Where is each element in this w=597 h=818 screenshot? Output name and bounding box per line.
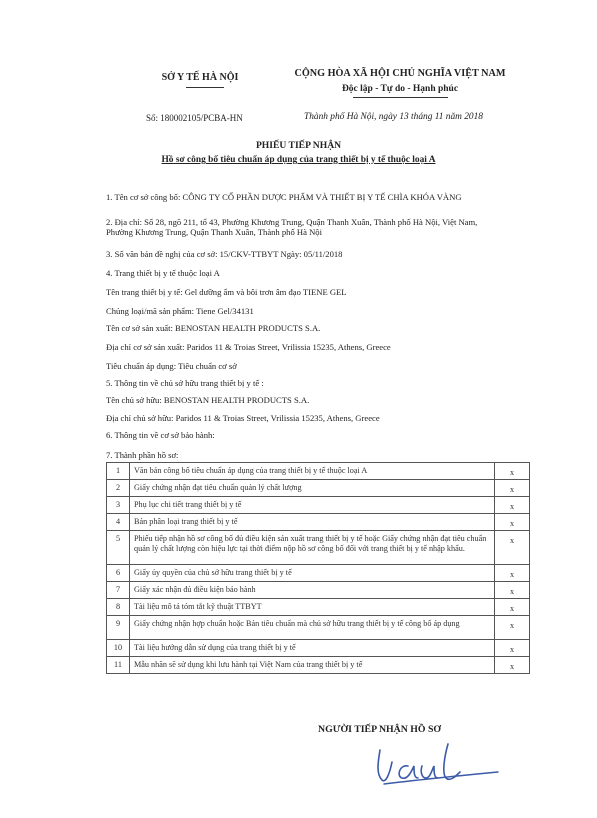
- table-row: [107, 514, 530, 531]
- table-row: [107, 565, 530, 582]
- item-description: Tài liệu mô tả tóm tắt kỹ thuật TTBYT: [130, 599, 495, 616]
- item-number: 6: [107, 565, 130, 582]
- field-standard: Tiêu chuẩn áp dụng: Tiêu chuẩn cơ sở: [106, 361, 237, 371]
- document-subtitle: Hồ sơ công bố tiêu chuẩn áp dụng của trang thiết bị y tế thuộc loại A: [161, 155, 436, 165]
- item-check-mark: x: [495, 514, 530, 531]
- field-owner-header: 5. Thông tin về chủ sở hữu trang thiết bị y tế :: [106, 378, 264, 388]
- department-underline: [186, 87, 224, 88]
- national-motto: Độc lập - Tự do - Hạnh phúc: [341, 84, 459, 94]
- item-number: 4: [107, 514, 130, 531]
- dossier-table: [106, 462, 530, 674]
- field-dossier-header: 7. Thành phần hồ sơ:: [106, 450, 179, 460]
- document-title: PHIẾU TIẾP NHẬN: [255, 140, 342, 151]
- field-product-code: Chủng loại/mã sản phẩm: Tiene Gel/34131: [106, 306, 254, 316]
- document-number: Số: 180002105/PCBA-HN: [146, 113, 243, 123]
- item-description: Phiếu tiếp nhận hồ sơ công bố đủ điều kiện sản xuất trang thiết bị y tế hoặc Giấy chứng nhận đạt tiêu chuẩn quản lý chất lượng còn hiệu lực tại thời điểm nộp hồ sơ công bố đối với trang thiết bị y tế nhập khẩu.: [130, 531, 495, 565]
- item-check-mark: x: [495, 565, 530, 582]
- item-check-mark: x: [495, 599, 530, 616]
- field-request-doc: 3. Số văn bản đề nghị của cơ sở: 15/CKV-TTBYT Ngày: 05/11/2018: [106, 249, 343, 259]
- item-check-mark: x: [495, 616, 530, 640]
- field-device-class: 4. Trang thiết bị y tế thuộc loại A: [106, 268, 220, 278]
- item-description: Văn bản công bố tiêu chuẩn áp dụng của trang thiết bị y tế thuộc loại A: [130, 463, 495, 480]
- item-description: Giấy ủy quyền của chủ sở hữu trang thiết bị y tế: [130, 565, 495, 582]
- table-row: [107, 480, 530, 497]
- item-number: 8: [107, 599, 130, 616]
- field-address: 2. Địa chỉ: Số 28, ngõ 211, tổ 43, Phường Khương Trung, Quận Thanh Xuân, Thành phố Hà Nội, Việt Nam, Phường Khương Trung, Quận Thanh Xuân, Thành phố Hà Nội: [106, 217, 478, 237]
- table-row: [107, 582, 530, 599]
- item-number: 2: [107, 480, 130, 497]
- item-description: Bản phân loại trang thiết bị y tế: [130, 514, 495, 531]
- motto-underline: [353, 97, 448, 98]
- item-check-mark: x: [495, 657, 530, 674]
- item-number: 5: [107, 531, 130, 565]
- item-check-mark: x: [495, 531, 530, 565]
- receiver-label: NGƯỜI TIẾP NHẬN HỒ SƠ: [318, 724, 442, 735]
- field-warranty: 6. Thông tin về cơ sở bảo hành:: [106, 430, 215, 440]
- item-number: 10: [107, 640, 130, 657]
- item-description: Tài liệu hướng dẫn sử dụng của trang thiết bị y tế: [130, 640, 495, 657]
- item-description: Giấy xác nhận đủ điều kiện bảo hành: [130, 582, 495, 599]
- table-row: [107, 599, 530, 616]
- department-name: SỞ Y TẾ HÀ NỘI: [161, 72, 239, 83]
- table-row: [107, 657, 530, 674]
- item-check-mark: x: [495, 480, 530, 497]
- field-owner-name: Tên chủ sở hữu: BENOSTAN HEALTH PRODUCTS S.A.: [106, 395, 310, 405]
- item-number: 1: [107, 463, 130, 480]
- table-row: [107, 616, 530, 640]
- item-description: Mẫu nhãn sẽ sử dụng khi lưu hành tại Việt Nam của trang thiết bị y tế: [130, 657, 495, 674]
- item-check-mark: x: [495, 640, 530, 657]
- table-row: [107, 640, 530, 657]
- table-row: [107, 497, 530, 514]
- country-name: CỘNG HÒA XÃ HỘI CHỦ NGHĨA VIỆT NAM: [294, 68, 506, 79]
- item-check-mark: x: [495, 582, 530, 599]
- field-device-name: Tên trang thiết bị y tế: Gel dưỡng ẩm và bôi trơn âm đạo TIENE GEL: [106, 287, 347, 297]
- item-description: Phụ lục chi tiết trang thiết bị y tế: [130, 497, 495, 514]
- item-description: Giấy chứng nhận đạt tiêu chuẩn quản lý chất lượng: [130, 480, 495, 497]
- table-row: [107, 463, 530, 480]
- item-number: 9: [107, 616, 130, 640]
- field-manufacturer-address: Địa chỉ cơ sở sản xuất: Paridos 11 & Troias Street, Vrilissia 15235, Athens, Greece: [106, 342, 391, 352]
- item-check-mark: x: [495, 463, 530, 480]
- item-check-mark: x: [495, 497, 530, 514]
- field-manufacturer: Tên cơ sở sản xuất: BENOSTAN HEALTH PRODUCTS S.A.: [106, 323, 321, 333]
- item-number: 3: [107, 497, 130, 514]
- item-number: 7: [107, 582, 130, 599]
- table-row: [107, 531, 530, 565]
- field-facility-name: 1. Tên cơ sở công bố: CÔNG TY CỔ PHẦN DƯỢC PHẨM VÀ THIẾT BỊ Y TẾ CHÌA KHÓA VÀNG: [106, 192, 462, 202]
- item-number: 11: [107, 657, 130, 674]
- signature-image: [356, 736, 506, 796]
- item-description: Giấy chứng nhận hợp chuẩn hoặc Bản tiêu chuẩn mà chủ sở hữu trang thiết bị y tế công bố áp dụng: [130, 616, 495, 640]
- date-line: Thành phố Hà Nội, ngày 13 tháng 11 năm 2018: [304, 112, 483, 122]
- field-owner-address: Địa chỉ chủ sở hữu: Paridos 11 & Troias Street, Vrilissia 15235, Athens, Greece: [106, 413, 380, 423]
